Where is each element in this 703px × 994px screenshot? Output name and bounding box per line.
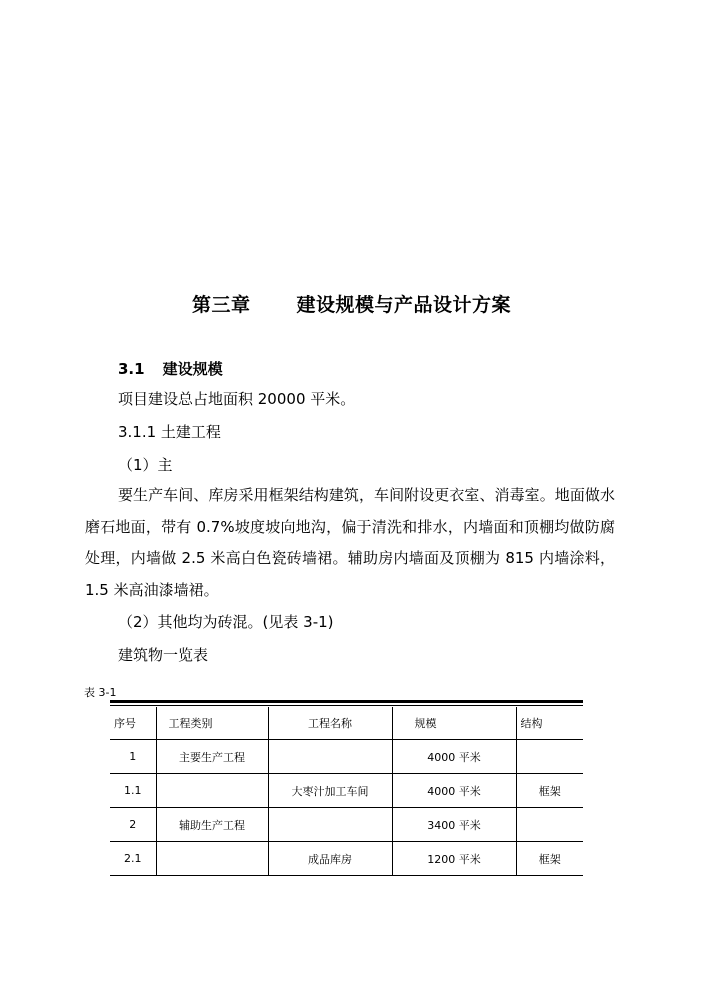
cell-name [268, 808, 392, 842]
cell-name: 成品库房 [268, 842, 392, 876]
table-row [110, 740, 583, 774]
intro-text: 项目建设总占地面积 20000 平米。 [118, 390, 356, 408]
section-number: 3.1 [118, 360, 145, 378]
cell-name: 大枣汁加工车间 [268, 774, 392, 808]
item-2-text: （2）其他均为砖混。(见表 3-1) [118, 613, 334, 631]
header-structure: 结构 [516, 707, 583, 740]
cell-category: 主要生产工程 [156, 740, 268, 774]
cell-scale: 4000 平米 [392, 740, 516, 774]
section-heading [118, 358, 223, 379]
chapter-name: 建设规模与产品设计方案 [296, 294, 512, 316]
cell-index: 2 [110, 808, 156, 842]
buildings-table [110, 707, 583, 876]
cell-category: 辅助生产工程 [156, 808, 268, 842]
table-row [110, 774, 583, 808]
table-top-rule-thin [110, 705, 583, 706]
cell-name [268, 740, 392, 774]
cell-category [156, 774, 268, 808]
subsection-heading: 3.1.1 土建工程 [118, 423, 221, 441]
table-header-row [110, 707, 583, 740]
header-index: 序号 [110, 707, 156, 740]
cell-structure: 框架 [516, 842, 583, 876]
cell-scale: 4000 平米 [392, 774, 516, 808]
cell-scale: 3400 平米 [392, 808, 516, 842]
cell-category [156, 842, 268, 876]
chapter-number: 第三章 [191, 294, 251, 316]
cell-structure [516, 740, 583, 774]
table-top-rule [110, 700, 583, 703]
header-name: 工程名称 [268, 707, 392, 740]
table-caption: 表 3-1 [84, 686, 117, 699]
cell-scale: 1200 平米 [392, 842, 516, 876]
item-1-label: （1）主 [118, 456, 173, 474]
table-heading: 建筑物一览表 [118, 646, 209, 664]
cell-index: 1 [110, 740, 156, 774]
header-category: 工程类别 [156, 707, 268, 740]
table-row [110, 808, 583, 842]
cell-index: 2.1 [110, 842, 156, 876]
chapter-title [0, 290, 703, 317]
cell-index: 1.1 [110, 774, 156, 808]
header-scale: 规模 [392, 707, 516, 740]
section-title: 建设规模 [162, 360, 223, 378]
body-paragraph: 要生产车间、库房采用框架结构建筑，车间附设更衣室、消毒室。地面做水磨石地面，带有 0.7%坡度坡向地沟，偏于清洗和排水，内墙面和顶棚均做防腐处理，内墙做 2.5 米高白色瓷砖墙裙。辅助房内墙面及顶棚为 815 内墙涂料，1.5 米高油漆墙裙。 [85, 486, 615, 599]
cell-structure [516, 808, 583, 842]
cell-structure: 框架 [516, 774, 583, 808]
table-row [110, 842, 583, 876]
